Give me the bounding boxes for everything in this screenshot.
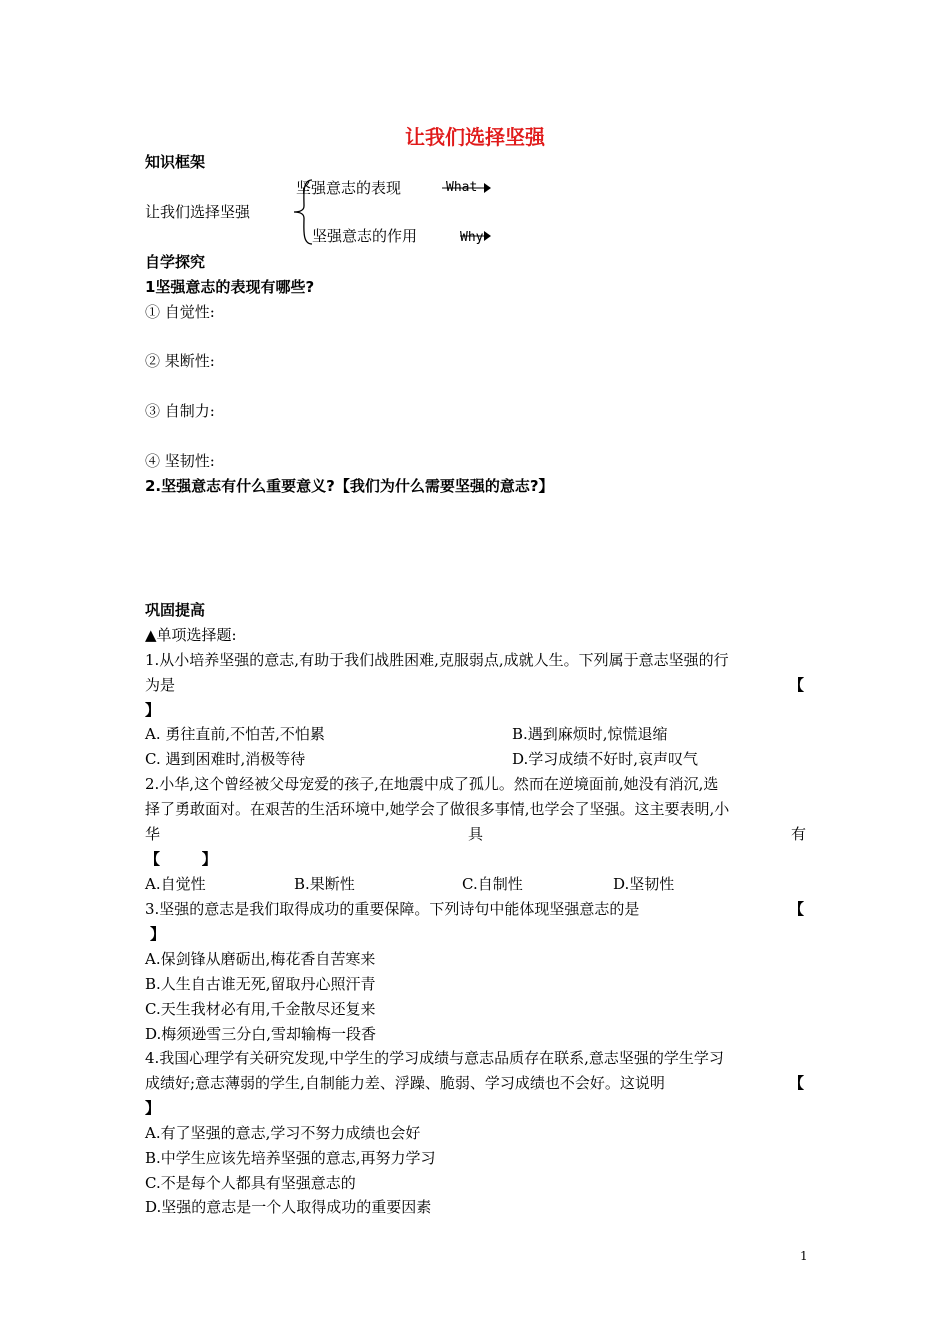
page-title: 让我们选择坚强 [405,125,545,149]
question-2-line-3-word-3: 有 [790,825,806,843]
question-2-option-c: C.自制性 [462,875,523,893]
framework-branch-2-tag: Why [460,230,484,245]
question-2-bracket: 【 】 [145,850,217,868]
framework-branch-2: 坚强意志的作用 [312,227,418,245]
question-2-option-a: A.自觉性 [145,875,206,893]
question-3-option-a: A.保剑锋从磨砺出,梅花香自苦寒来 [145,950,376,968]
question-4-option-b: B.中学生应该先培养坚强的意志,再努力学习 [145,1149,436,1167]
self-study-item-1: ① 自觉性: [145,303,215,321]
self-study-heading: 自学探究 [145,253,206,271]
question-1-option-a: A. 勇往直前,不怕苦,不怕累 [145,725,325,743]
self-study-question-1: 1坚强意志的表现有哪些? [145,278,315,296]
framework-root: 让我们选择坚强 [145,203,251,221]
question-4-bracket-close: 】 [145,1099,161,1117]
question-2-line-3-word-2: 具 [467,825,483,843]
question-4-line-1: 4.我国心理学有关研究发现,中学生的学习成绩与意志品质存在联系,意志坚强的学生学习 [145,1049,724,1067]
question-2-line-3-word-1: 华 [145,825,161,843]
question-2-option-d: D.坚韧性 [613,875,675,893]
consolidate-heading: 巩固提高 [145,601,206,619]
question-3-line-1: 3.坚强的意志是我们取得成功的重要保障。下列诗句中能体现坚强意志的是 [145,900,640,918]
arrow-what-icon [484,183,491,193]
consolidate-subheading: ▲单项选择题: [145,626,237,644]
question-4-bracket-open: 【 [789,1074,805,1092]
framework-branch-1: 坚强意志的表现 [296,179,402,197]
question-4-line-2: 成绩好;意志薄弱的学生,自制能力差、浮躁、脆弱、学习成绩也不会好。这说明 [145,1074,665,1092]
question-1-option-d: D.学习成绩不好时,哀声叹气 [512,750,699,768]
question-3-bracket-close: 】 [150,925,166,943]
self-study-item-2: ② 果断性: [145,352,215,370]
question-4-option-d: D.坚强的意志是一个人取得成功的重要因素 [145,1198,432,1216]
question-2-line-1: 2.小华,这个曾经被父母宠爱的孩子,在地震中成了孤儿。然而在逆境面前,她没有消沉,选 [145,775,719,793]
question-3-option-c: C.天生我材必有用,千金散尽还复来 [145,1000,376,1018]
question-3-option-b: B.人生自古谁无死,留取丹心照汗青 [145,975,376,993]
arrow-why-icon [484,231,491,241]
question-1-line-1: 1.从小培养坚强的意志,有助于我们战胜困难,克服弱点,成就人生。下列属于意志坚强的行 [145,651,729,669]
self-study-question-2: 2.坚强意志有什么重要意义?【我们为什么需要坚强的意志?】 [145,477,554,495]
question-2-option-b: B.果断性 [294,875,355,893]
framework-heading: 知识框架 [145,153,206,171]
framework-branch-1-tag: What [446,180,478,195]
question-1-bracket-close: 】 [145,701,161,719]
page-number: 1 [800,1249,808,1263]
question-3-bracket-open: 【 [789,900,805,918]
question-3-option-d: D.梅须逊雪三分白,雪却输梅一段香 [145,1025,377,1043]
question-1-bracket-open: 【 [789,676,805,694]
question-1-line-2: 为是 [145,676,176,694]
self-study-item-4: ④ 坚韧性: [145,452,215,470]
question-1-option-c: C. 遇到困难时,消极等待 [145,750,306,768]
question-2-line-3 [145,824,806,844]
question-1-option-b: B.遇到麻烦时,惊慌退缩 [512,725,668,743]
question-4-option-c: C.不是每个人都具有坚强意志的 [145,1174,356,1192]
question-2-line-2: 择了勇敢面对。在艰苦的生活环境中,她学会了做很多事情,也学会了坚强。这主要表明,小 [145,800,730,818]
self-study-item-3: ③ 自制力: [145,402,215,420]
question-4-option-a: A.有了坚强的意志,学习不努力成绩也会好 [145,1124,421,1142]
